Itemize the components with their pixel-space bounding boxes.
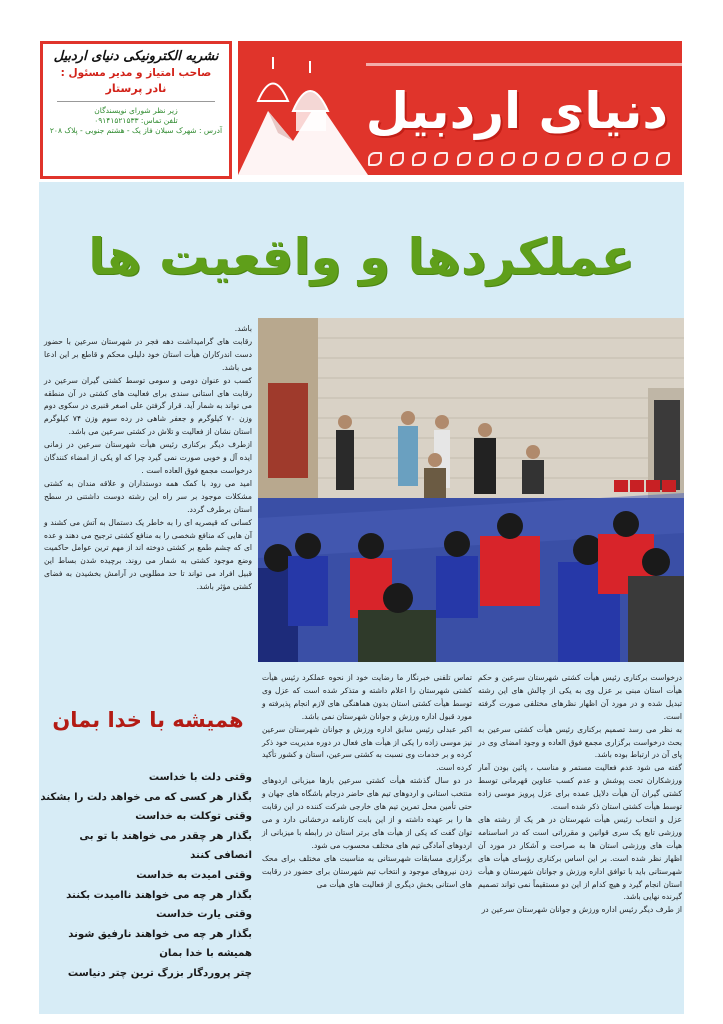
poem-line: بگذار هر چه می خواهند نارفیق شوند — [68, 928, 252, 940]
wrestling-team-photo — [258, 318, 684, 662]
wrestler-icon — [656, 152, 670, 166]
wrestler-icon — [523, 152, 537, 166]
right-column-text — [478, 672, 682, 1008]
paragraph: عزل و انتخاب رئیس هیأت شهرستان در هر یک از رشته های ورزشی تابع یک سری قوانین و مقرراتی است که در اساسنامه هیأت های ورزشی استان ها به صراحت و آشکار در مورد آن اظهار نظر شده است. بر این اساس برکناری رؤسای هیأت های شهرستانی باید با توافق اداره ورزش و جوانان شهرستان و هیأت استان انجام گیرد و هیچ کدام از این دو مستقیماً نمی تواند تصمیم گیرنده نهایی باشد. — [478, 814, 682, 902]
council-line: زیر نظر شورای نویسندگان — [94, 106, 178, 115]
phone-line: تلفن تماس: ۰۹۱۴۱۵۲۱۵۳۳ — [94, 116, 178, 125]
poem — [40, 768, 252, 984]
paragraph: درخواست برکناری رئیس هیأت کشتی شهرستان سرعین و حکم هیأت استان مبنی بر عزل وی به یکی از چالش های این رشته تبدیل شده و در مورد آن اظهار نظرهای مختلفی صورت گرفته است. — [478, 673, 682, 721]
brand-title: دنیای اردبیل — [365, 82, 668, 140]
wrestler-icon — [412, 152, 426, 166]
masthead-banner — [238, 41, 682, 175]
left-column-text — [44, 323, 252, 673]
wrestler-icon — [545, 152, 559, 166]
poem-line: بگذار هر چقدر می خواهند با تو بی انصافی کنند — [79, 830, 252, 862]
poem-line: وقتی دلت با خداست — [148, 772, 252, 783]
paragraph: کسانی که قیصریه ای را به خاطر یک دستمال به آتش می کشند و آن هایی که منافع شخصی را به منافع کشتی ترجیح می دهند و عده ای که چشم طمع بر کشتی دوخته اند از مهم ترین عوامل حاکمیت وضع موجود کشتی به شمار می روند. برچیده شدن بساط این قبیل افراد می تواند تا حد مطلوبی در آرامش بخشیدن به فضای کشتی مؤثر باشد. — [44, 517, 252, 592]
publication-name: نشریه الکترونیکی دنیای اردبیل — [53, 49, 219, 64]
wrestler-icon — [390, 152, 404, 166]
poem-line: همیشه با خدا بمان — [159, 948, 252, 960]
paragraph: به نظر می رسد تصمیم برکناری رئیس هیأت کشتی سرعین به بحث درخواست برگزاری مجمع فوق العاده و وجود امضای وی در پای آن در ارتباط بوده باشد. — [478, 724, 682, 760]
paragraph: باشد. — [234, 324, 252, 333]
poem-line: وقتی توکلت به خداست — [135, 811, 252, 823]
paragraph: رقابت های گرامیداشت دهه فجر در شهرستان سرعین با حضور دست اندرکاران هیأت استان خود دلیلی محکم و قاطع بر این ادعا می باشد. — [44, 336, 252, 372]
publication-info-box — [40, 41, 232, 179]
poem-line: بگذار هر چه می خواهند ناامیدت بکنند — [66, 889, 252, 901]
wrestler-icon — [567, 152, 581, 166]
headline: عملکردها و واقعیت ها — [88, 228, 635, 286]
paragraph: برگزاری مسابقات شهرستانی به مناسبت های مختلف برای محک زدن نیروهای موجود و انتخاب تیم شهرستان برای حضور در رقابت های استانی بخش دیگری از فعالیت های هیأت می — [262, 853, 472, 889]
wrestler-icon — [434, 152, 448, 166]
wrestler-icon — [634, 152, 648, 166]
address-line: آدرس : شهرک سبلان فاز یک - هشتم جنوبی - پلاک ۲۰۸ — [49, 126, 223, 135]
paragraph: امید می رود با کمک همه دوستداران و علاقه مندان به کشتی مشکلات موجود بر سر راه این رشته دوست داشتنی در سطح استان برطرف گردد. — [44, 478, 252, 514]
poem-line: وقتی امیدت به خداست — [136, 869, 252, 881]
poem-line: وقتی یارت خداست — [156, 909, 252, 921]
wrestler-icon — [479, 152, 493, 166]
paragraph: در دو سال گذشته هیأت کشتی سرعین بارها میزبانی اردوهای منتخب استانی و اردوهای تیم های حاضر درجام باشگاه های جهان و حتی تأمین محل تمرین تیم های خارجی شرکت کننده در این رقابت ها را بر عهده داشته و از این بابت کارنامه درخشانی دارد و می توان گفت که یکی از هیأت های برتر استان در رابطه با میزبانی از اردوهای آمادگی تیم های مختلف محسوب می شود. — [262, 776, 472, 850]
wrestler-icon — [457, 152, 471, 166]
wrestler-icon — [612, 152, 626, 166]
wrestler-icon — [368, 152, 382, 166]
poem-line: بگذار هر کسی که می خواهد دلت را بشکند — [40, 791, 252, 803]
paragraph: کسب دو عنوان دومی و سومی توسط کشتی گیران سرعین در رقابت های استانی سندی برای فعالیت های کشتی در آن منطقه می تواند به شمار آید. قرار گرفتن علی اصغر قنبری در سکوی دوم وزن ۷۰ کیلوگرم و جعفر شاهی در رده سوم وزن ۷۴ کیلوگرم استان نشان از فعالیت و تلاش در کشتی سرعین می باشد. — [44, 375, 253, 437]
wrestler-icon — [501, 152, 515, 166]
paragraph: تماس تلفنی خبرنگار ما رضایت خود از نحوه عملکرد رئیس هیأت کشتی شهرستان را اعلام داشته و متذکر شده است که عزل وی توسط هیأت کشتی استان بدون هماهنگی های لازم انجام پذیرفته و مورد قبول اداره ورزش و جوانان شهرستان نمی باشد. — [262, 673, 472, 721]
paragraph: ازطرف دیگر برکناری رئیس هیأت شهرستان سرعین در زمانی ایده آل و خوبی صورت نمی گیرد چرا که او یکی از امضاء کنندگان درخواست مجمع فوق العاده است . — [44, 440, 252, 475]
poem-title: همیشه با خدا بمان — [52, 708, 244, 732]
wrestler-figures-strip — [368, 148, 670, 170]
middle-column-text — [262, 672, 472, 1008]
wrestler-icon — [589, 152, 603, 166]
paragraph: اکبر عبدلی رئیس سابق اداره ورزش و جوانان شهرستان سرعین نیز موسی زاده را یکی از هیأت های فعال در دوره مدیریت خود ذکر کرده و بر خدمات وی نسبت به کشتی سرعین، استان و کشور تأکید کرده است. — [262, 724, 472, 773]
masthead-rule — [366, 63, 682, 66]
poem-line: چتر پروردگار بزرگ ترین چتر دنیاست — [67, 967, 252, 979]
paragraph: گفته می شود عدم فعالیت مستمر و مناسب ، پائین بودن آمار ورزشکاران تحت پوشش و عدم کسب عناوین قهرمانی توسط کشتی گیران آن هیأت دلایل عمده برای عزل پرویز موسی زاده توسط هیأت کشتی استان ذکر شده است. — [478, 763, 682, 812]
owner-label: صاحب امتیاز و مدیر مسئول : — [60, 67, 212, 79]
photo-illustration — [258, 318, 684, 662]
owner-name: نادر پرستار — [105, 82, 167, 95]
paragraph: از طرف دیگر رئیس اداره ورزش و جوانان شهرستان سرعین در — [481, 905, 682, 915]
info-divider — [57, 101, 215, 102]
